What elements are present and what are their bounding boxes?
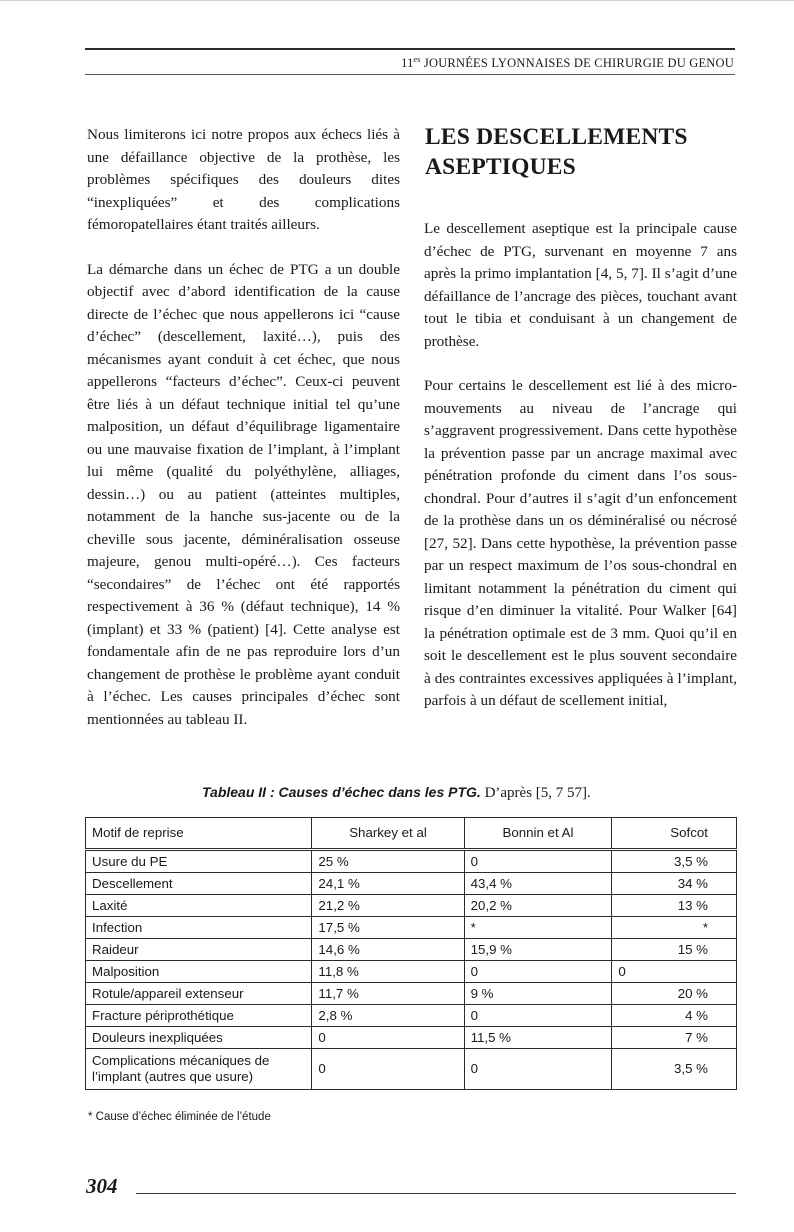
table-row <box>86 917 737 939</box>
table-cell: 24,1 % <box>312 873 464 895</box>
top-edge-rule <box>0 0 794 1</box>
table-cell: 13 % <box>612 895 737 917</box>
table-cell: Rotule/appareil extenseur <box>86 983 312 1005</box>
table-cell: 3,5 % <box>612 850 737 873</box>
table-row <box>86 1005 737 1027</box>
section-title: LES DESCELLEMENTS ASEPTIQUES <box>425 124 688 180</box>
table-row <box>86 895 737 917</box>
table-row <box>86 1049 737 1090</box>
table-cell: Laxité <box>86 895 312 917</box>
table-cell: 20 % <box>612 983 737 1005</box>
table-cell: 14,6 % <box>312 939 464 961</box>
column-header: Bonnin et Al <box>464 818 612 850</box>
table-cell: Infection <box>86 917 312 939</box>
table-cell: 11,5 % <box>464 1027 612 1049</box>
paragraph: Le descellement aseptique est la principale cause d’échec de PTG, survenant en moyenne 7 ans après la primo implantation [4, 5, 7]. Il s’agit d’une défaillance de l’ancrage des pièces, touchant avant tout le tibia et conduisant à un changement de prothèse. <box>424 220 737 350</box>
table-cell: Douleurs inexpliquées <box>86 1027 312 1049</box>
column-header: Sharkey et al <box>312 818 464 850</box>
right-column <box>424 218 737 735</box>
table-cell: 9 % <box>464 983 612 1005</box>
table-cell: 0 <box>464 850 612 873</box>
table-cell: 15,9 % <box>464 939 612 961</box>
table-caption-source: D’après [5, 7 57]. <box>480 785 591 801</box>
table-cell: 4 % <box>612 1005 737 1027</box>
table-cell: 43,4 % <box>464 873 612 895</box>
table-caption <box>202 784 722 802</box>
table-cell: 0 <box>464 1005 612 1027</box>
table-cell: Descellement <box>86 873 312 895</box>
table-cell: 7 % <box>612 1027 737 1049</box>
table-cell: 20,2 % <box>464 895 612 917</box>
table-cell: 0 <box>464 961 612 983</box>
table-cell: 3,5 % <box>612 1049 737 1090</box>
footer-rule <box>136 1193 736 1194</box>
running-header: $11^{es}$ JOURNÉES LYONNAISES DE CHIRURGIE DU GENOU <box>401 55 734 71</box>
table-cell: * <box>464 917 612 939</box>
failure-causes-table <box>85 817 737 1090</box>
paragraph: Pour certains le descellement est lié à des micro-mouvements au niveau de l’ancrage qui s’aggravent progressivement. Dans cette hypothèse la prévention passe par un ancrage maximal avec pénétration profonde du ciment dans l’os sous-chondral. Pour d’autres il s’agit d’un enfoncement de la prothèse dans un os déminéralisé ou nécrosé [27, 52]. Dans cette hypothèse, la prévention passe par un respect maximum de l’os sous-chondral en limitant notamment la pénétration du ciment qui risque d’en diminuer la vitalité. Pour Walker [64] la pénétration optimale est de 3 mm. Quoi qu’il en soit le descellement est le plus souvent secondaire à des contraintes excessives appliquées à l’implant, parfois à un défaut de scellement initial, <box>424 377 737 709</box>
table-cell: 0 <box>312 1027 464 1049</box>
table-cell: Raideur <box>86 939 312 961</box>
table-cell: 0 <box>312 1049 464 1090</box>
table-cell: 0 <box>612 961 737 983</box>
table-cell: 15 % <box>612 939 737 961</box>
table-header-row <box>86 818 737 850</box>
table-cell: Usure du PE <box>86 850 312 873</box>
table-cell: 0 <box>464 1049 612 1090</box>
table-cell: Complications mécaniques de l’implant (autres que usure) <box>86 1049 312 1090</box>
table-cell: 11,8 % <box>312 961 464 983</box>
table-cell: 17,5 % <box>312 917 464 939</box>
table-row <box>86 961 737 983</box>
column-header: Motif de reprise <box>86 818 312 850</box>
table-row <box>86 939 737 961</box>
header-rule-top <box>85 48 735 50</box>
table-cell: 2,8 % <box>312 1005 464 1027</box>
table-caption-lead: Tableau II : Causes d’échec dans les PTG. <box>202 784 481 800</box>
table-cell: 21,2 % <box>312 895 464 917</box>
table-row <box>86 850 737 873</box>
column-header: Sofcot <box>612 818 737 850</box>
table-cell: * <box>612 917 737 939</box>
table-cell: Malposition <box>86 961 312 983</box>
table-cell: 25 % <box>312 850 464 873</box>
table-cell: Fracture périprothétique <box>86 1005 312 1027</box>
table-row <box>86 983 737 1005</box>
table-cell: 34 % <box>612 873 737 895</box>
left-column <box>87 124 400 753</box>
header-rule-bottom <box>85 74 735 75</box>
paragraph: Nous limiterons ici notre propos aux échecs liés à une défaillance objective de la prothèse, les problèmes spécifiques des douleurs dites “inexpliquées” et des complications fémoropatellaires étant traités ailleurs. <box>87 126 400 233</box>
table-footnote: * Cause d’échec éliminée de l’étude <box>88 1111 271 1123</box>
table-cell: 11,7 % <box>312 983 464 1005</box>
table-row <box>86 873 737 895</box>
page-number: 304 <box>86 1174 118 1198</box>
table-row <box>86 1027 737 1049</box>
paragraph: La démarche dans un échec de PTG a un double objectif avec d’abord identification de la cause directe de l’échec que nous appellerons ici “cause d’échec” (descellement, laxité…), puis des mécanismes ayant conduit à cet échec, que nous appellerons “facteurs d’échec”. Ceux-ci peuvent être liés à un défaut technique initial tel qu’une malposition, un défaut d’équilibrage ligamentaire ou une mauvaise fixation de l’implant, à l’implant lui même (qualité du polyéthylène, alliages, dessin…) ou au patient (atteintes multiples, notamment de la hanche sus-jacente ou de la cheville sous jacente, déminéralisation osseuse majeure, genou multi-opéré…). Ces facteurs “secondaires” de l’échec ont été rapportés respectivement à 36 % (défaut technique), 14 % (implant) et 33 % (patient) [4]. Cette analyse est fondamentale afin de ne pas reproduire lors d’un changement de prothèse le problème ayant conduit à l’échec. Les causes principales d’échec sont mentionnées au tableau II. <box>87 260 400 728</box>
